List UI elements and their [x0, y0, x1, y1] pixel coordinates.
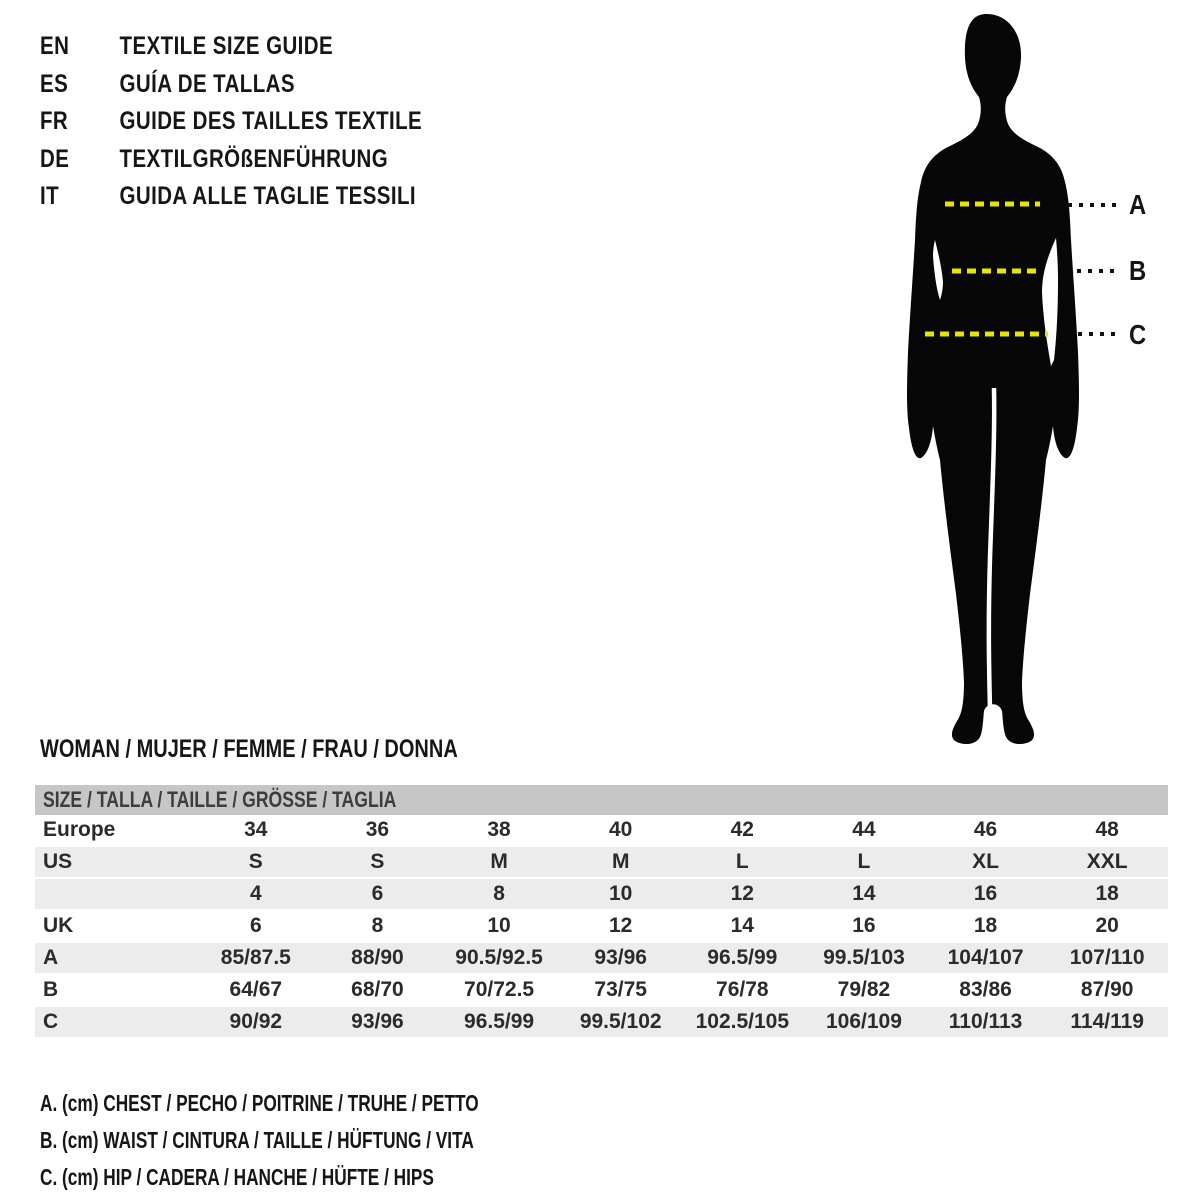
table-row-us-numeric	[35, 879, 1168, 911]
table-cell: 8	[371, 914, 384, 937]
table-cell: 20	[1095, 914, 1119, 937]
table-cell: 85/87.5	[220, 946, 291, 969]
language-item-es	[40, 66, 422, 104]
table-cell: S	[248, 850, 263, 873]
table-row-label: C	[43, 1010, 59, 1033]
language-code: DE	[40, 144, 70, 173]
table-row-europe	[35, 815, 1168, 847]
table-cell: L	[857, 850, 871, 873]
language-code: IT	[40, 182, 60, 211]
table-cell: 18	[973, 914, 998, 937]
language-item-en	[40, 28, 422, 66]
table-cell: 40	[609, 818, 633, 841]
table-cell: 93/96	[594, 946, 647, 969]
language-label: GUIDE DES TAILLES TEXTILE	[119, 107, 423, 136]
table-cell: 90/92	[229, 1010, 283, 1033]
table-row-label: A	[43, 946, 59, 969]
legend-item-waist: B. (cm) WAIST / CINTURA / TAILLE / HÜFTUNG / VITA	[40, 1127, 474, 1153]
table-cell: 12	[730, 882, 754, 905]
measurement-marker-c: C	[1129, 319, 1147, 350]
table-cell: 99.5/103	[823, 946, 905, 969]
language-list	[40, 28, 422, 216]
language-label: GUIDA ALLE TAGLIE TESSILI	[119, 182, 417, 211]
table-cell: 83/86	[959, 978, 1012, 1001]
woman-silhouette	[895, 8, 1180, 748]
language-item-fr	[40, 103, 422, 141]
table-cell: 12	[609, 914, 633, 937]
table-row-chest-a	[35, 943, 1168, 975]
table-cell: 42	[730, 818, 754, 841]
measurement-marker-b: B	[1129, 255, 1147, 286]
table-cell: 8	[493, 882, 505, 905]
table-cell: 16	[852, 914, 876, 937]
table-cell: 114/119	[1070, 1010, 1144, 1033]
legend-item-chest: A. (cm) CHEST / PECHO / POITRINE / TRUHE / PETTO	[40, 1090, 479, 1116]
table-cell: 110/113	[948, 1010, 1023, 1033]
section-title: WOMAN / MUJER / FEMME / FRAU / DONNA	[40, 735, 458, 763]
table-cell: 76/78	[716, 978, 769, 1001]
table-cell: 104/107	[947, 946, 1024, 969]
table-cell: 70/72.5	[464, 978, 535, 1001]
table-cell: 93/96	[351, 1010, 404, 1033]
table-cell: 64/67	[229, 978, 283, 1001]
table-cell: 73/75	[594, 978, 647, 1001]
table-cell: 96.5/99	[464, 1010, 535, 1033]
table-cell: 102.5/105	[695, 1010, 790, 1033]
legend-item-hip: C. (cm) HIP / CADERA / HANCHE / HÜFTE / HIPS	[40, 1164, 434, 1190]
table-cell: 68/70	[351, 978, 404, 1001]
table-cell: 18	[1095, 882, 1119, 905]
table-cell: 34	[244, 818, 268, 841]
table-cell: 106/109	[825, 1010, 902, 1033]
table-cell: 99.5/102	[579, 1010, 662, 1033]
table-cell: L	[735, 850, 749, 873]
table-cell: 44	[852, 818, 876, 841]
table-cell: 107/110	[1069, 946, 1145, 969]
table-cell: 14	[852, 882, 876, 905]
table-cell: 14	[730, 914, 754, 937]
language-code: FR	[40, 107, 69, 136]
table-row-label: B	[43, 978, 59, 1001]
table-row-us	[35, 847, 1168, 879]
table-cell: M	[490, 850, 508, 873]
table-row-label: Europe	[43, 818, 116, 841]
table-header-row	[35, 785, 1168, 815]
table-cell: 46	[973, 818, 998, 841]
table-cell: 38	[487, 818, 511, 841]
table-row-waist-b	[35, 975, 1168, 1007]
table-cell: 90.5/92.5	[455, 946, 543, 969]
table-row-uk	[35, 911, 1168, 943]
measurement-legend	[40, 1085, 625, 1196]
size-table	[35, 785, 1168, 1039]
table-cell: M	[611, 850, 630, 873]
woman-silhouette-path	[907, 14, 1079, 744]
language-item-it	[40, 178, 422, 216]
measurement-marker-a: A	[1129, 189, 1147, 220]
table-header-label: SIZE / TALLA / TAILLE / GRÖSSE / TAGLIA	[43, 787, 397, 812]
table-cell: 10	[487, 914, 511, 937]
language-label: TEXTILGRÖßENFÜHRUNG	[119, 144, 389, 173]
table-cell: 6	[371, 882, 384, 905]
language-code: EN	[40, 32, 70, 61]
table-cell: S	[370, 850, 385, 873]
table-cell: XXL	[1086, 850, 1128, 873]
language-code: ES	[40, 69, 69, 98]
table-row-label: US	[43, 850, 73, 873]
table-cell: 4	[249, 882, 262, 905]
measurement-figure	[895, 8, 1180, 748]
language-label: TEXTILE SIZE GUIDE	[119, 32, 334, 61]
language-label: GUÍA DE TALLAS	[119, 69, 295, 98]
table-cell: 36	[365, 818, 390, 841]
table-row-hip-c	[35, 1007, 1168, 1039]
table-cell: 79/82	[837, 978, 891, 1001]
table-cell: 6	[249, 914, 262, 937]
table-row-label	[35, 879, 195, 909]
table-cell: 87/90	[1080, 978, 1134, 1001]
table-cell: 96.5/99	[707, 946, 778, 969]
language-item-de	[40, 141, 422, 179]
table-row-label: UK	[43, 914, 74, 937]
table-cell: 88/90	[351, 946, 404, 969]
table-cell: XL	[972, 850, 999, 873]
table-cell: 16	[973, 882, 998, 905]
table-cell: 10	[609, 882, 633, 905]
table-cell: 48	[1095, 818, 1119, 841]
